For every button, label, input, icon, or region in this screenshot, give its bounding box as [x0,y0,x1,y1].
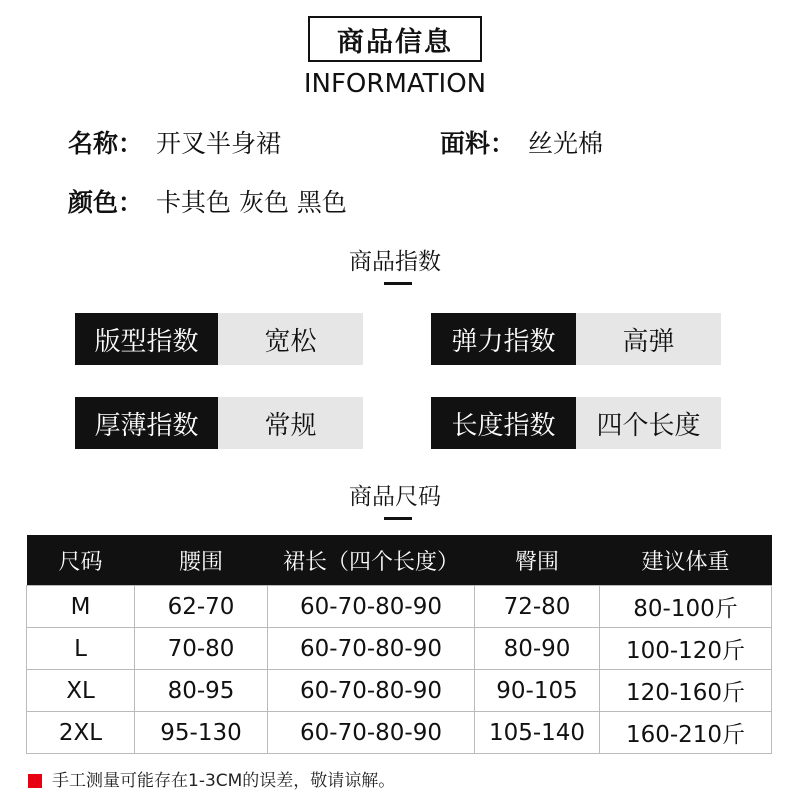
note-marker-icon [28,774,42,788]
size-section-title: 商品尺码 [349,484,441,510]
elasticity-index-label: 弹力指数 [431,313,576,365]
table-cell: 60-70-80-90 [268,670,475,712]
name-label: 名称： [68,129,144,158]
header-skirt-length: 裙长（四个长度） [268,535,475,586]
table-cell: 160-210斤 [600,712,772,754]
table-row [27,628,772,670]
table-cell: L [27,628,135,670]
color-label: 颜色： [68,188,144,217]
table-cell: 80-90 [475,628,600,670]
header-size: 尺码 [27,535,135,586]
index-section-underline [384,282,412,285]
thickness-index-value: 常规 [218,397,363,449]
table-cell: 62-70 [135,586,268,628]
table-cell: XL [27,670,135,712]
color-value: 卡其色 灰色 黑色 [156,188,347,217]
index-section-title: 商品指数 [349,249,441,275]
table-cell: 60-70-80-90 [268,712,475,754]
table-cell: 105-140 [475,712,600,754]
fit-index-label: 版型指数 [75,313,218,365]
section-subtitle-information: INFORMATION [303,69,487,99]
size-table [26,535,772,754]
table-cell: 70-80 [135,628,268,670]
name-value: 开叉半身裙 [156,129,282,158]
header-hip: 臀围 [475,535,600,586]
length-index-label: 长度指数 [431,397,576,449]
table-cell: 95-130 [135,712,268,754]
fit-index-value: 宽松 [218,313,363,365]
table-cell: 90-105 [475,670,600,712]
length-index-value: 四个长度 [576,397,721,449]
size-section-underline [384,517,412,520]
thickness-index-label: 厚薄指数 [75,397,218,449]
table-cell: 72-80 [475,586,600,628]
table-cell: 120-160斤 [600,670,772,712]
header-weight: 建议体重 [600,535,772,586]
table-row [27,712,772,754]
table-cell: 2XL [27,712,135,754]
table-row [27,586,772,628]
fabric-label: 面料： [440,129,516,158]
table-cell: 80-100斤 [600,586,772,628]
header-waist: 腰围 [135,535,268,586]
table-cell: 60-70-80-90 [268,586,475,628]
table-row [27,670,772,712]
measurement-note: 手工测量可能存在1-3CM的误差，敬请谅解。 [52,771,396,791]
size-table-header-row [27,535,772,586]
table-cell: M [27,586,135,628]
fabric-value: 丝光棉 [528,129,604,158]
table-cell: 60-70-80-90 [268,628,475,670]
table-cell: 80-95 [135,670,268,712]
section-title-product-info: 商品信息 [308,16,482,62]
elasticity-index-value: 高弹 [576,313,721,365]
table-cell: 100-120斤 [600,628,772,670]
